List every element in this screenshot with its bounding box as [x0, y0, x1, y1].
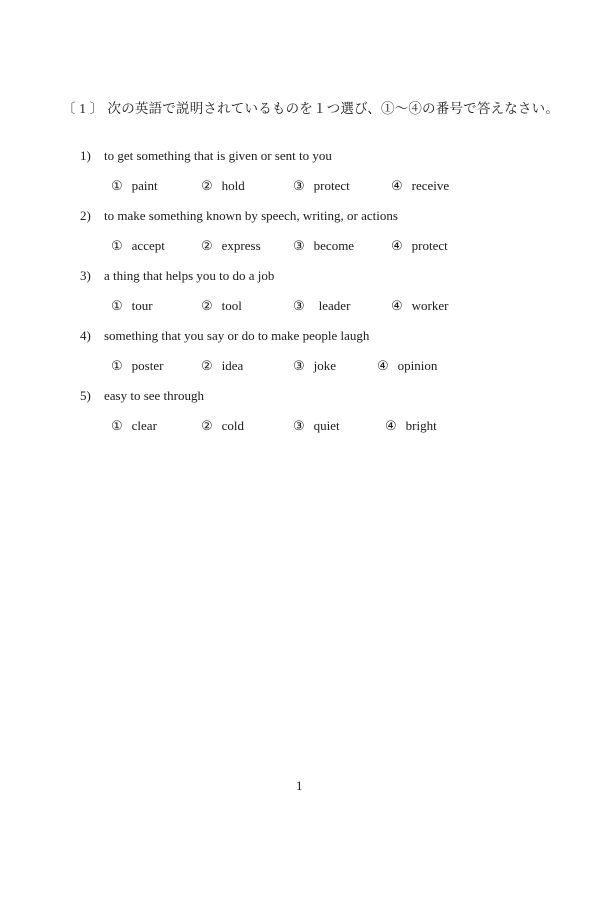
question-5 [80, 388, 550, 436]
option-row [80, 418, 550, 436]
question-text: something that you say or do to make people laugh [104, 328, 370, 343]
option-1: ① poster [111, 358, 164, 373]
option-2: ② express [201, 238, 261, 253]
option-4: ④ receive [391, 178, 450, 193]
question-stem [80, 328, 550, 344]
option-4: ④ bright [385, 418, 437, 433]
option-2: ② cold [201, 418, 245, 433]
option-2: ② idea [201, 358, 244, 373]
page-number: 1 [296, 778, 303, 793]
option-3: ③ become [293, 238, 355, 253]
question-stem [80, 388, 550, 404]
option-3: ③ joke [293, 358, 337, 373]
option-1: ① paint [111, 178, 158, 193]
option-3: ③ quiet [293, 418, 340, 433]
option-row [80, 298, 550, 316]
question-stem [80, 148, 550, 164]
section-label: 〔 1 〕 [62, 101, 104, 116]
question-3 [80, 268, 550, 316]
option-2: ② tool [201, 298, 242, 313]
question-2 [80, 208, 550, 256]
option-row [80, 238, 550, 256]
instruction-text: 次の英語で説明されているものを１つ選び、①～④の番号で答えなさい。 [107, 101, 560, 116]
option-4: ④ opinion [377, 358, 438, 373]
option-row [80, 178, 550, 196]
option-3: ③ protect [293, 178, 350, 193]
question-text: a thing that helps you to do a job [104, 268, 275, 283]
option-1: ① tour [111, 298, 153, 313]
question-4 [80, 328, 550, 376]
question-stem [80, 268, 550, 284]
instruction [62, 97, 559, 117]
question-number: 2) [80, 208, 91, 223]
question-number: 4) [80, 328, 91, 343]
question-stem [80, 208, 550, 224]
option-4: ④ protect [391, 238, 448, 253]
question-number: 3) [80, 268, 91, 283]
question-1 [80, 148, 550, 196]
option-4: ④ worker [391, 298, 449, 313]
question-text: easy to see through [104, 388, 205, 403]
option-row [80, 358, 550, 376]
option-2: ② hold [201, 178, 245, 193]
option-3: ③ leader [293, 298, 351, 313]
question-text: to make something known by speech, writing, or actions [104, 208, 398, 223]
question-number: 5) [80, 388, 91, 403]
option-1: ① clear [111, 418, 157, 433]
question-number: 1) [80, 148, 91, 163]
option-1: ① accept [111, 238, 165, 253]
question-text: to get something that is given or sent to you [104, 148, 332, 163]
